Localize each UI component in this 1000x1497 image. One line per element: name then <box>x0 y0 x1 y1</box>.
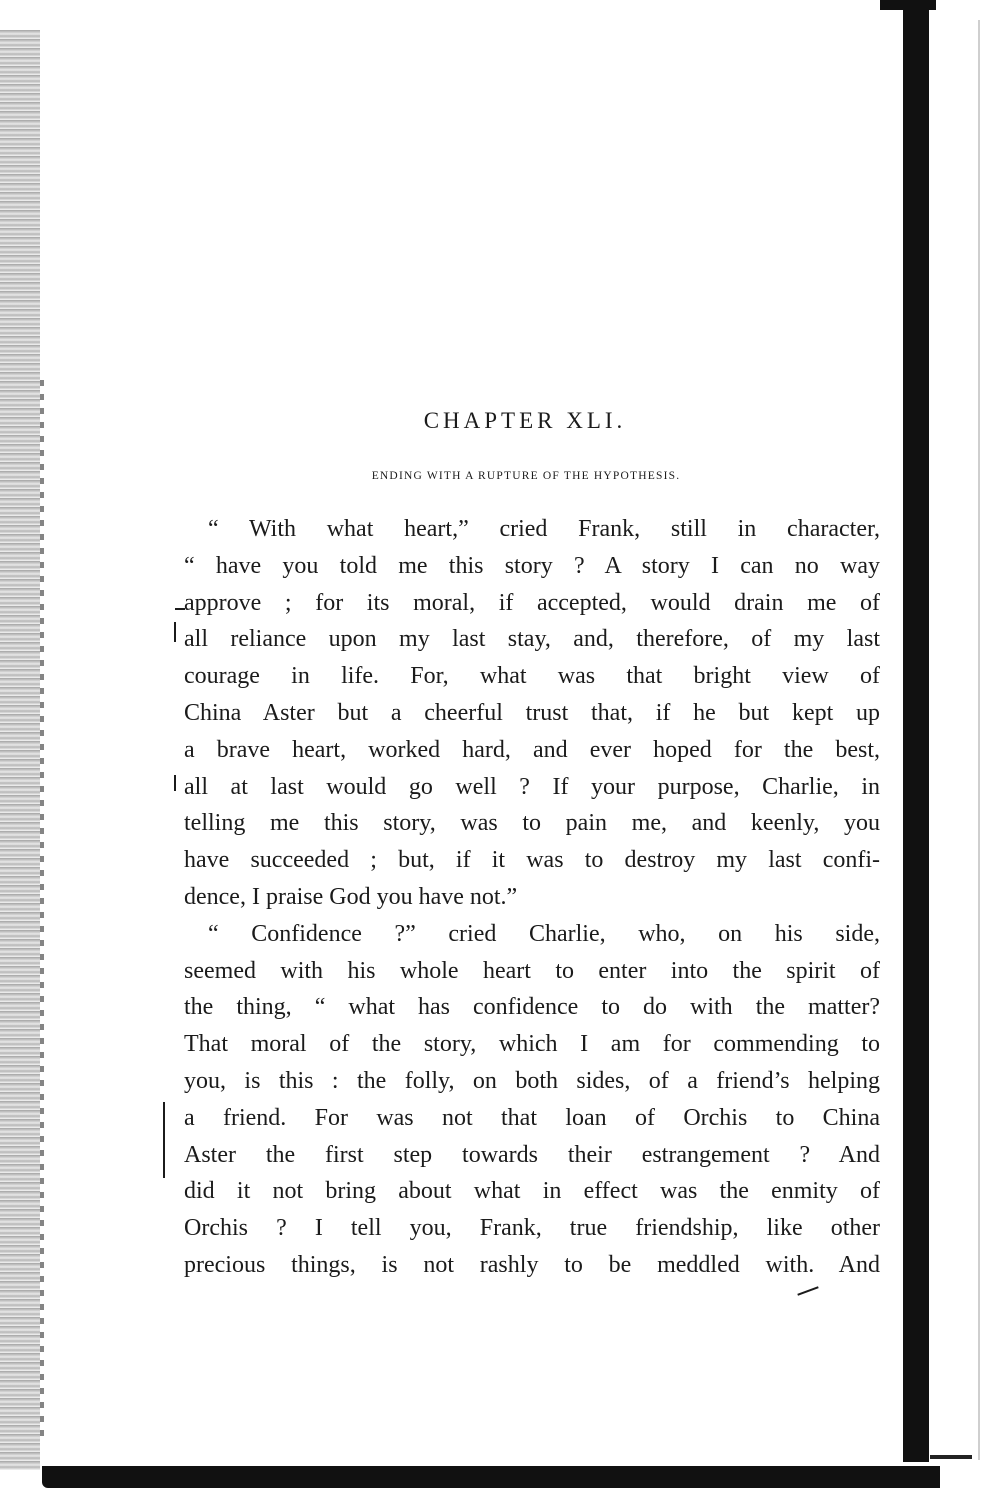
text-line: seemed with his whole heart to enter into the spirit of <box>184 957 880 984</box>
text-line: you, is this : the folly, on both sides, of a friend’s helping <box>184 1067 880 1094</box>
text-line: That moral of the story, which I am for commending to <box>184 1031 880 1058</box>
pencil-mark <box>797 1286 818 1295</box>
text-line: China Aster but a cheerful trust that, if he but kept up <box>184 699 880 726</box>
chapter-title: CHAPTER XLI. <box>423 408 627 433</box>
binding-shadow <box>0 30 40 1470</box>
text-line: all reliance upon my last stay, and, therefore, of my last <box>184 626 880 653</box>
text-line: Orchis ? I tell you, Frank, true friendship, like other <box>184 1215 880 1242</box>
text-line: precious things, is not rashly to be meddled with. And <box>184 1251 880 1278</box>
scan-border-right <box>903 0 929 1462</box>
pencil-bracket <box>174 622 176 642</box>
chapter-subtitle: ENDING WITH A RUPTURE OF THE HYPOTHESIS. <box>371 470 681 482</box>
body-text <box>184 511 880 1284</box>
text-line: telling me this story, was to pain me, and keenly, you <box>184 810 880 837</box>
text-line: “ have you told me this story ? A story I can no way <box>184 552 880 579</box>
text-line: a friend. For was not that loan of Orchis to China <box>184 1104 880 1131</box>
text-line: Aster the first step towards their estrangement ? And <box>184 1141 880 1168</box>
text-line: “ With what heart,” cried Frank, still in character, <box>208 516 880 542</box>
page-edge-right <box>978 20 980 1460</box>
text-line: the thing, “ what has confidence to do with the matter? <box>184 994 880 1021</box>
text-line: “ Confidence ?” cried Charlie, who, on his side, <box>208 920 880 947</box>
binding-edge <box>40 380 44 1440</box>
text-line: all at last would go well ? If your purpose, Charlie, in <box>184 773 880 800</box>
pencil-bracket <box>163 1102 165 1178</box>
text-line: approve ; for its moral, if accepted, would drain me of <box>184 589 880 616</box>
scan-border-bottom-tail <box>930 1455 972 1459</box>
text-line: have succeeded ; but, if it was to destroy my last confi- <box>184 847 880 874</box>
text-line: a brave heart, worked hard, and ever hoped for the best, <box>184 736 880 763</box>
pencil-bracket <box>174 775 176 791</box>
text-line: courage in life. For, what was that bright view of <box>184 663 880 690</box>
scan-border-bottom <box>42 1466 940 1488</box>
text-line: did it not bring about what in effect was the enmity of <box>184 1178 880 1205</box>
text-line: dence, I praise God you have not.” <box>184 883 518 910</box>
